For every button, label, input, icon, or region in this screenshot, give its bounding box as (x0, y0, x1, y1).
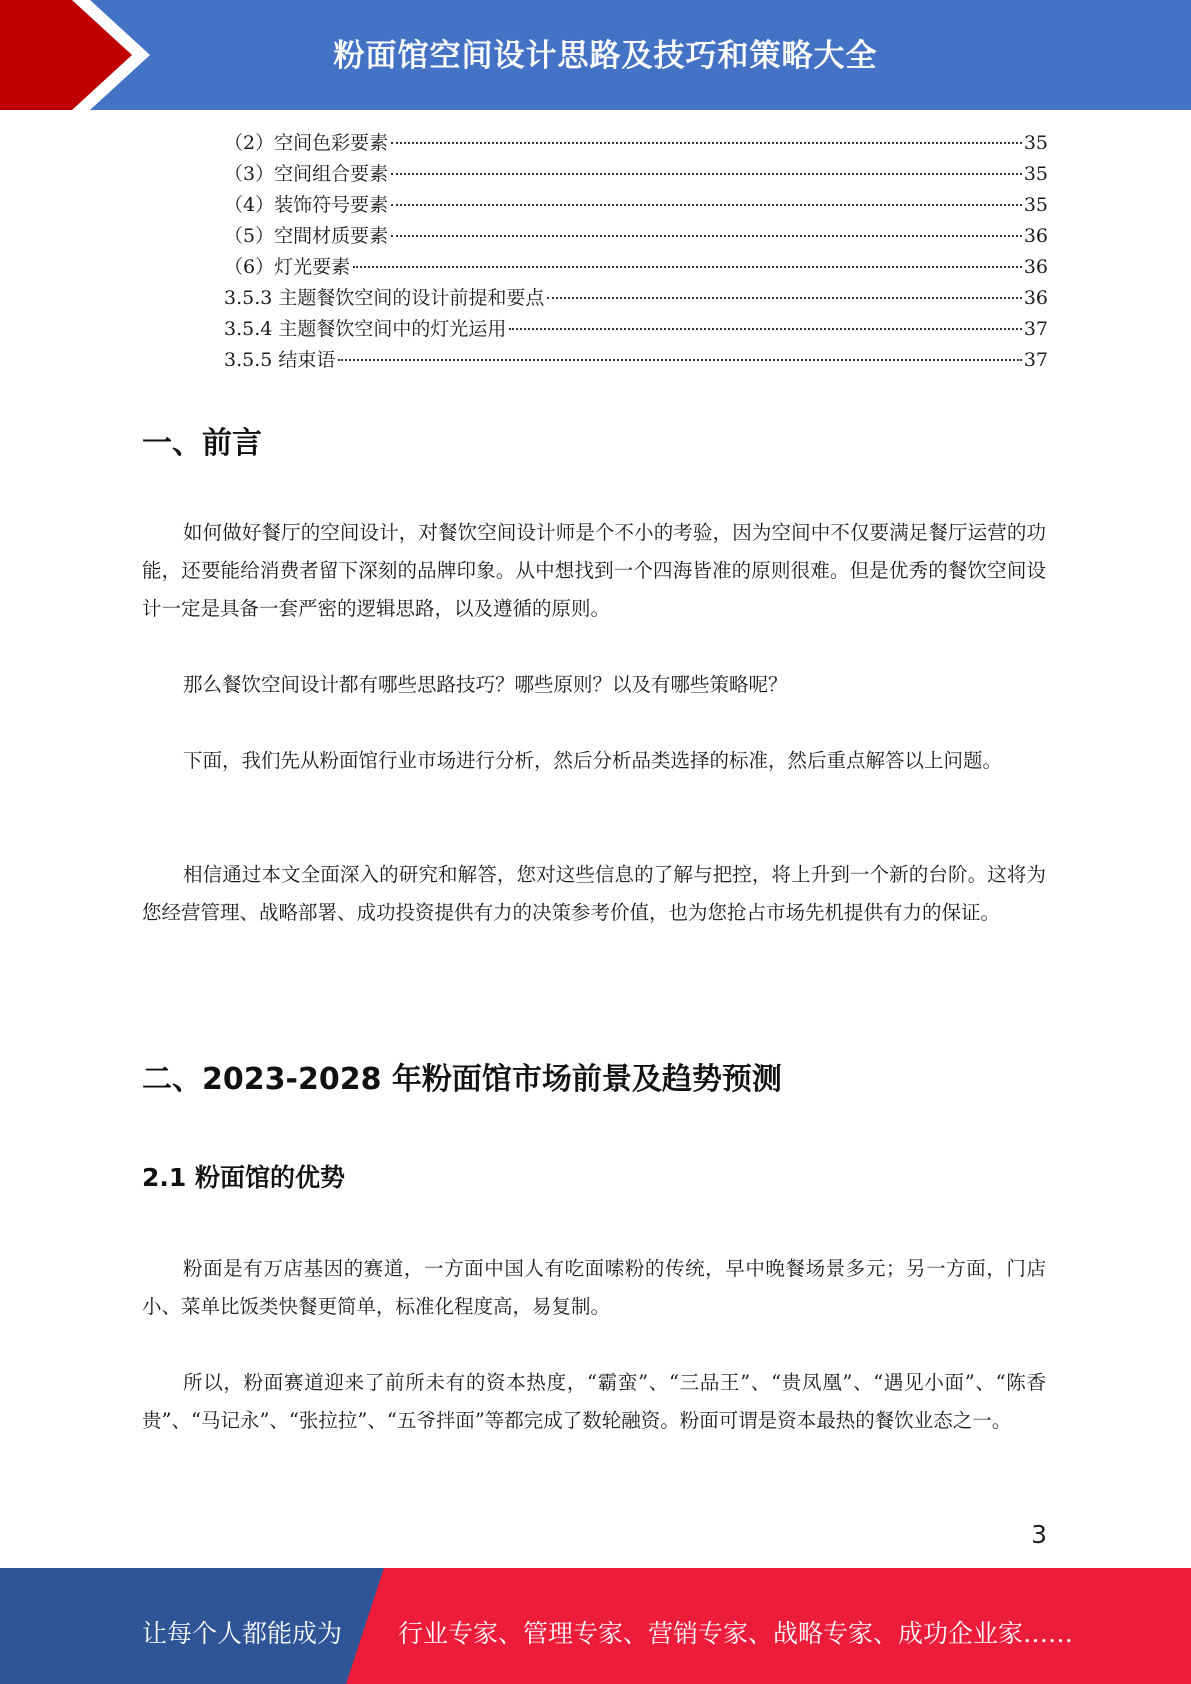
toc-leader-dots (509, 328, 1021, 330)
toc-leader-dots (547, 297, 1021, 299)
toc-entry[interactable] (224, 159, 1048, 190)
body-paragraph: 所以，粉面赛道迎来了前所未有的资本热度，“霸蛮”、“三品王”、“贵凤凰”、“遇见小面”、“陈香贵”、“马记永”、“张拉拉”、“五爷拌面”等都完成了数轮融资。粉面可谓是资本最热的餐饮业态之一。 (142, 1371, 1046, 1432)
toc-leader-dots (338, 359, 1021, 361)
toc-leader-dots (391, 173, 1022, 175)
body-paragraph: 那么餐饮空间设计都有哪些思路技巧？哪些原则？以及有哪些策略呢？ (183, 673, 788, 696)
toc-entry[interactable] (224, 190, 1048, 221)
body-paragraph: 下面，我们先从粉面馆行业市场进行分析，然后分析品类选择的标准，然后重点解答以上问题。 (183, 749, 1003, 772)
body-paragraph: 相信通过本文全面深入的研究和解答，您对这些信息的了解与把控，将上升到一个新的台阶。这将为您经营管理、战略部署、成功投资提供有力的决策参考价值，也为您抢占市场先机提供有力的保证。 (142, 863, 1046, 924)
toc-entry-label: 3.5.5 结束语 (224, 349, 336, 371)
toc-entry-label: 3.5.4 主题餐饮空间中的灯光运用 (224, 318, 507, 340)
toc-entry-label: （2）空间色彩要素 (224, 132, 389, 154)
toc-entry[interactable] (224, 345, 1048, 376)
body-paragraph: 如何做好餐厅的空间设计，对餐饮空间设计师是个不小的考验，因为空间中不仅要满足餐厅运营的功能，还要能给消费者留下深刻的品牌印象。从中想找到一个四海皆准的原则很难。但是优秀的餐饮空间设计一定是具备一套严密的逻辑思路，以及遵循的原则。 (142, 521, 1046, 620)
toc-entry[interactable] (224, 314, 1048, 345)
toc-entry-label: （5）空間材质要素 (224, 225, 389, 247)
footer-slogan-left: 让每个人都能成为 (142, 1619, 343, 1648)
toc-leader-dots (353, 266, 1022, 268)
toc-leader-dots (391, 142, 1022, 144)
toc-leader-dots (391, 204, 1022, 206)
page-footer (0, 1568, 1191, 1684)
section-heading-preface: 一、前言 (142, 426, 262, 461)
toc-entry-label: 3.5.3 主题餐饮空间的设计前提和要点 (224, 287, 545, 309)
document-title: 粉面馆空间设计思路及技巧和策略大全 (333, 38, 878, 74)
toc-leader-dots (391, 235, 1022, 237)
toc-entry[interactable] (224, 128, 1048, 159)
footer-slogan-right: 行业专家、管理专家、营销专家、战略专家、成功企业家…… (398, 1619, 1074, 1648)
page-header (0, 0, 1191, 110)
toc-entry[interactable] (224, 283, 1048, 314)
toc-entry-page: 37 (1023, 318, 1048, 340)
page-number: 3 (1031, 1520, 1047, 1549)
toc-entry-label: （4）装饰符号要素 (224, 194, 389, 216)
toc-entry-label: （3）空间组合要素 (224, 163, 389, 185)
toc-entry[interactable] (224, 221, 1048, 252)
table-of-contents (224, 128, 1048, 376)
toc-entry-page: 35 (1023, 132, 1048, 154)
body-paragraph: 粉面是有万店基因的赛道，一方面中国人有吃面嗦粉的传统，早中晚餐场景多元；另一方面，门店小、菜单比饭类快餐更简单，标准化程度高，易复制。 (142, 1257, 1046, 1318)
toc-entry-page: 35 (1023, 163, 1048, 185)
toc-entry[interactable] (224, 252, 1048, 283)
toc-entry-label: （6）灯光要素 (224, 256, 351, 278)
subsection-heading: 2.1 粉面馆的优势 (142, 1163, 345, 1192)
toc-entry-page: 35 (1023, 194, 1048, 216)
toc-entry-page: 37 (1023, 349, 1048, 371)
toc-entry-page: 36 (1023, 256, 1048, 278)
toc-entry-page: 36 (1023, 287, 1048, 309)
section-heading-market: 二、2023-2028 年粉面馆市场前景及趋势预测 (142, 1062, 782, 1097)
toc-entry-page: 36 (1023, 225, 1048, 247)
